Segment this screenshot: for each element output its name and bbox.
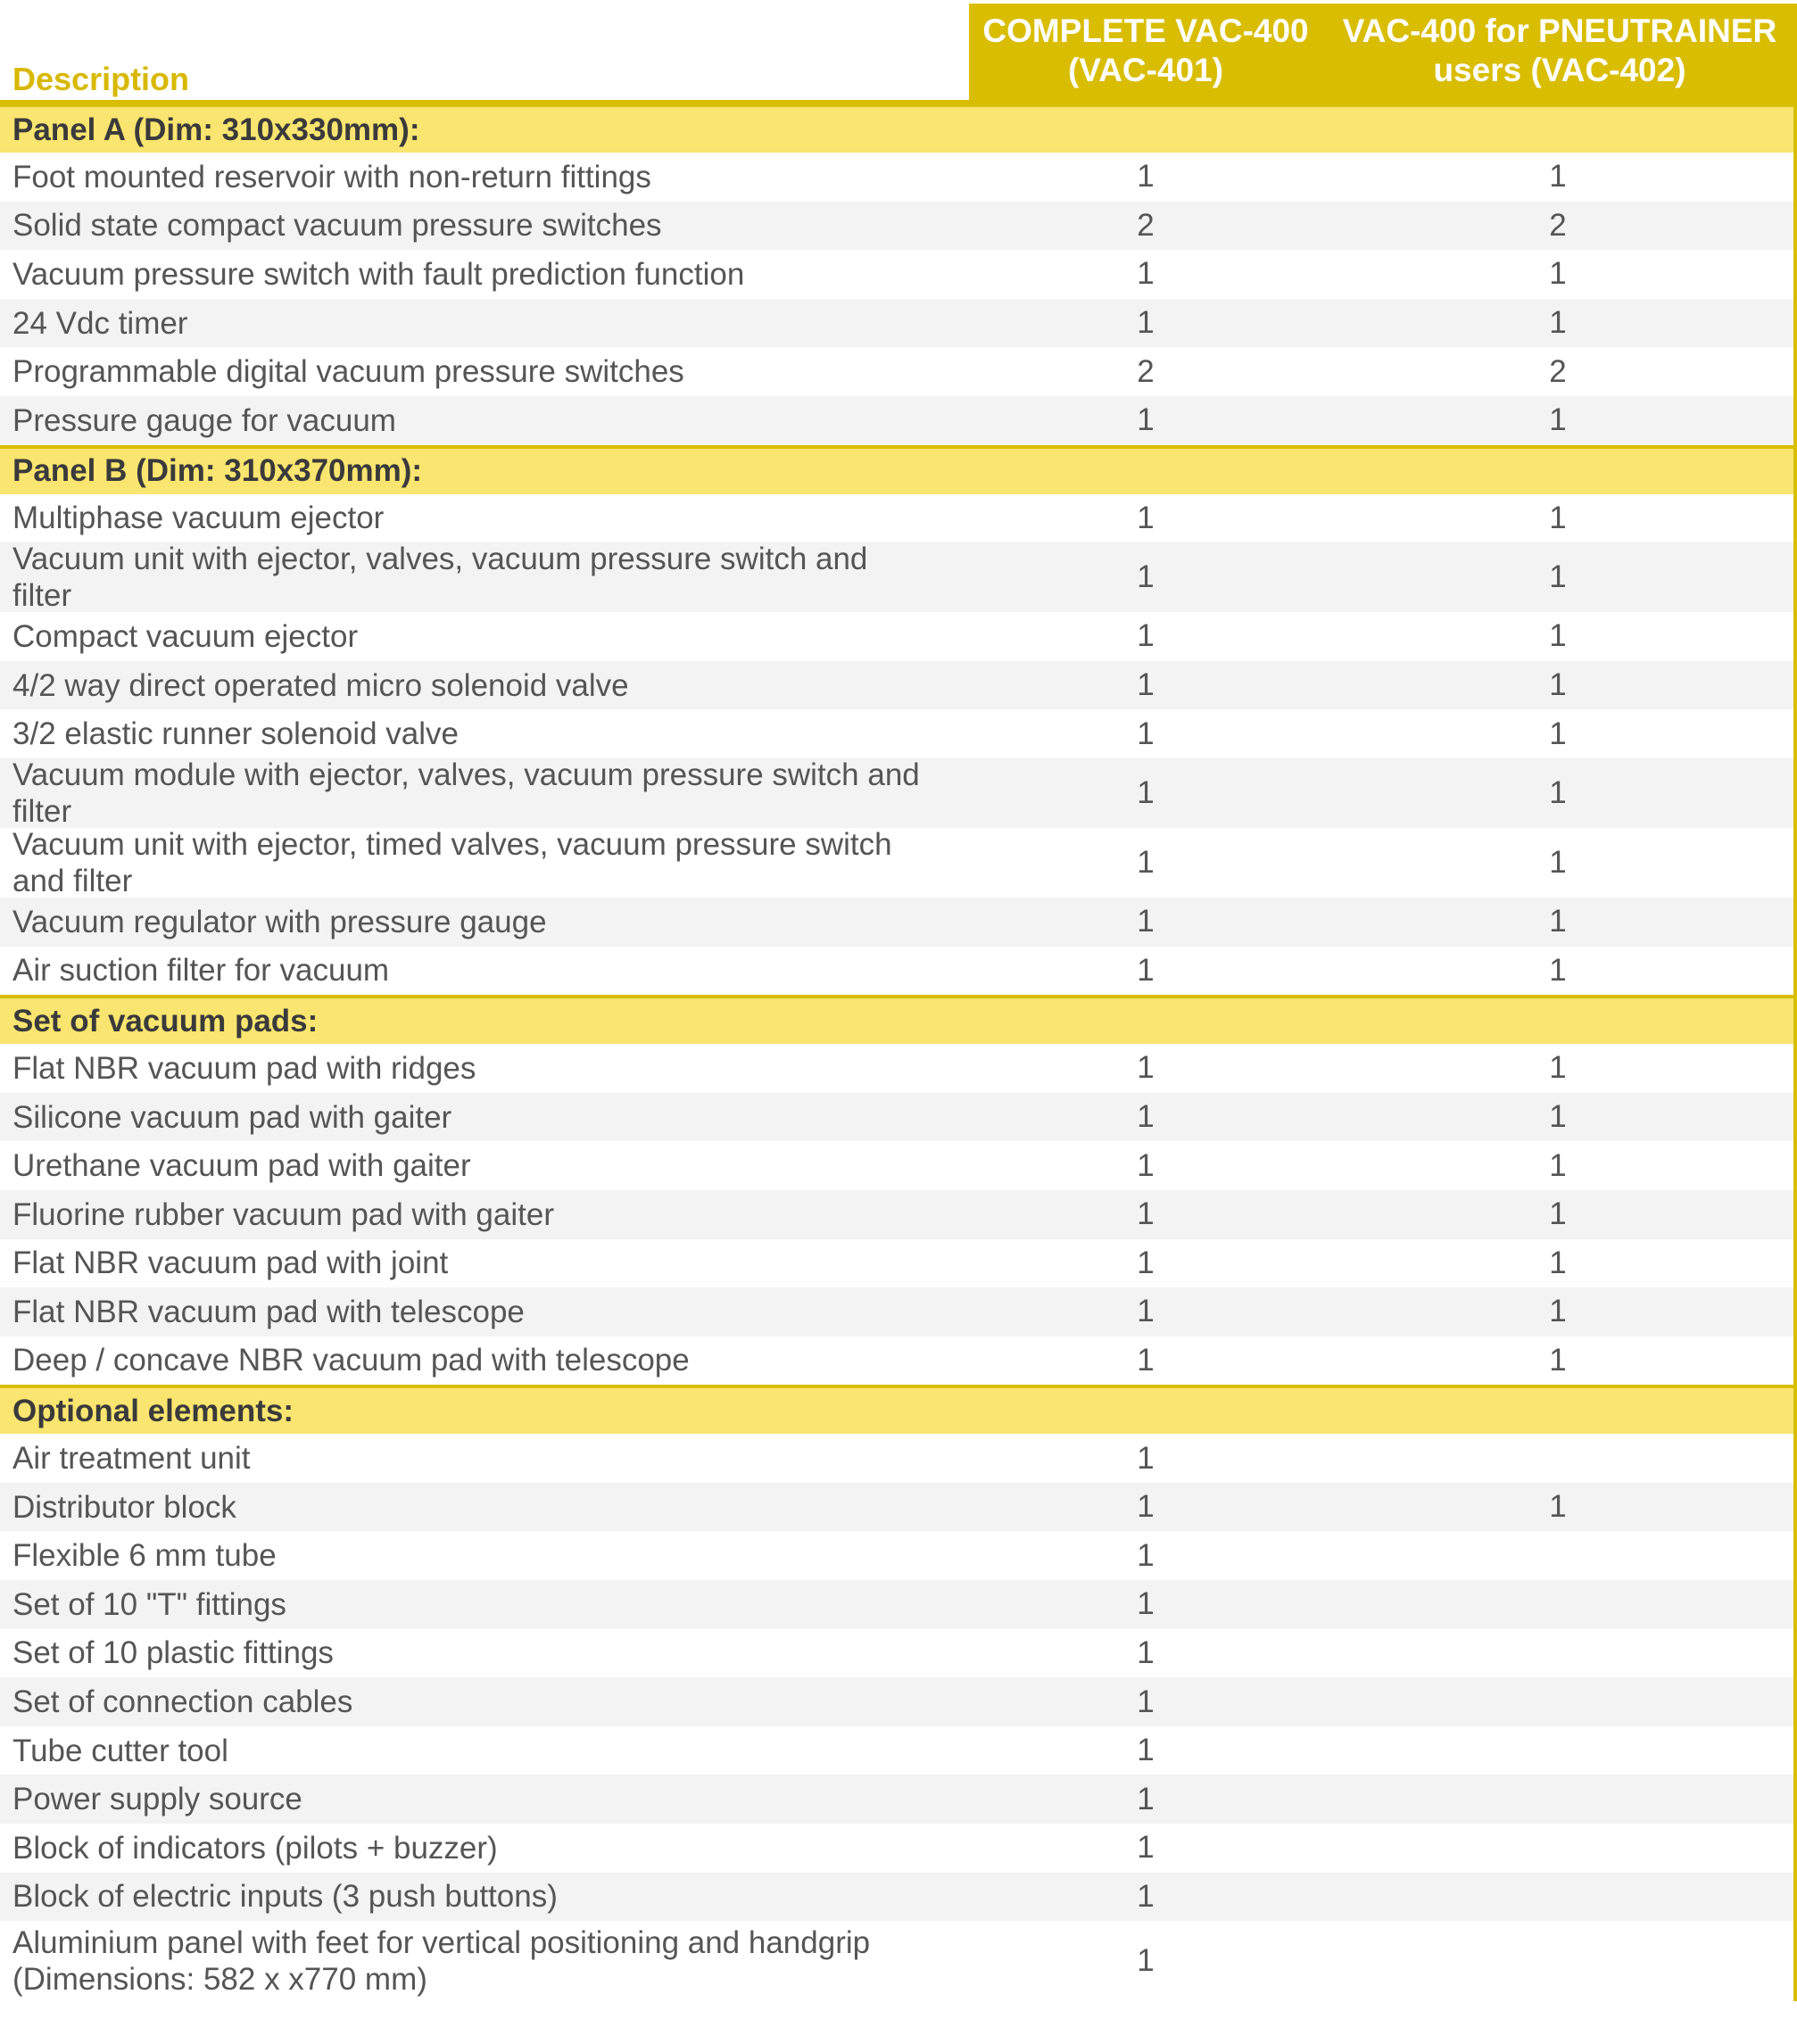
row-qty-vac-401: 1 bbox=[1137, 844, 1155, 880]
row-description: Vacuum regulator with pressure gauge bbox=[12, 904, 547, 939]
row-qty-vac-401: 2 bbox=[1137, 353, 1155, 389]
table-header bbox=[0, 0, 1797, 103]
row-description: Flat NBR vacuum pad with telescope bbox=[12, 1294, 525, 1329]
table-row bbox=[0, 1629, 1793, 1678]
table-row bbox=[0, 709, 1793, 758]
row-qty-vac-402: 1 bbox=[1549, 305, 1567, 341]
row-qty-vac-402: 1 bbox=[1549, 1147, 1567, 1183]
row-qty-vac-401: 1 bbox=[1137, 1878, 1155, 1914]
row-qty-vac-402: 1 bbox=[1549, 1245, 1567, 1280]
row-qty-vac-401: 1 bbox=[1137, 1342, 1155, 1378]
row-qty-vac-402: 1 bbox=[1549, 844, 1567, 880]
table-row bbox=[0, 347, 1793, 396]
table-row bbox=[0, 1336, 1793, 1386]
row-qty-vac-401: 1 bbox=[1137, 667, 1155, 703]
table-row bbox=[0, 947, 1793, 996]
table-row bbox=[0, 1483, 1793, 1532]
table-row bbox=[0, 1873, 1793, 1922]
row-qty-vac-402: 1 bbox=[1549, 667, 1567, 703]
section-header: Panel B (Dim: 310x370mm): bbox=[0, 445, 1793, 494]
row-qty-vac-402: 1 bbox=[1549, 256, 1567, 292]
row-description: Programmable digital vacuum pressure switches bbox=[12, 354, 684, 390]
row-qty-vac-401: 1 bbox=[1137, 402, 1155, 438]
row-description: 24 Vdc timer bbox=[12, 305, 188, 341]
row-qty-vac-401: 2 bbox=[1137, 207, 1155, 243]
column-header-vac-401: COMPLETE VAC-400 (VAC-401) bbox=[969, 4, 1322, 103]
table-row bbox=[0, 898, 1793, 947]
table-row bbox=[0, 1434, 1793, 1483]
row-qty-vac-401: 1 bbox=[1137, 1245, 1155, 1280]
row-description: Power supply source bbox=[12, 1782, 302, 1817]
row-qty-vac-401: 1 bbox=[1137, 1196, 1155, 1232]
row-qty-vac-402: 1 bbox=[1549, 952, 1567, 988]
row-qty-vac-402: 1 bbox=[1549, 618, 1567, 654]
row-description: Block of indicators (pilots + buzzer) bbox=[12, 1830, 498, 1866]
row-description: Tube cutter tool bbox=[12, 1733, 228, 1768]
table-row bbox=[0, 1531, 1793, 1580]
row-qty-vac-401: 1 bbox=[1137, 256, 1155, 292]
row-description: Distributor block bbox=[12, 1489, 236, 1525]
table-row bbox=[0, 396, 1793, 445]
row-qty-vac-401: 1 bbox=[1137, 774, 1155, 810]
row-description: Flexible 6 mm tube bbox=[12, 1538, 277, 1574]
table-row bbox=[0, 1287, 1793, 1336]
column-header-description: Description bbox=[12, 61, 190, 97]
row-description: Solid state compact vacuum pressure switches bbox=[12, 208, 662, 244]
table-row bbox=[0, 758, 1793, 828]
row-description: Vacuum module with ejector, valves, vacuum pressure switch and filter bbox=[12, 757, 920, 829]
table-row bbox=[0, 299, 1793, 348]
table-row bbox=[0, 1239, 1793, 1288]
row-qty-vac-401: 1 bbox=[1137, 500, 1155, 535]
row-qty-vac-401: 1 bbox=[1137, 305, 1155, 341]
row-description: Flat NBR vacuum pad with joint bbox=[12, 1245, 449, 1281]
row-description: Compact vacuum ejector bbox=[12, 618, 359, 654]
table-row bbox=[0, 1726, 1793, 1775]
table-row bbox=[0, 1824, 1793, 1873]
table-row bbox=[0, 1921, 1793, 2001]
row-qty-vac-401: 1 bbox=[1137, 1586, 1155, 1622]
row-qty-vac-401: 1 bbox=[1137, 159, 1155, 194]
row-description: 3/2 elastic runner solenoid valve bbox=[12, 716, 460, 752]
row-description: Flat NBR vacuum pad with ridges bbox=[12, 1050, 476, 1086]
row-qty-vac-401: 1 bbox=[1137, 1294, 1155, 1329]
table-row bbox=[0, 661, 1793, 710]
row-qty-vac-402: 1 bbox=[1549, 1489, 1567, 1525]
row-qty-vac-401: 1 bbox=[1137, 618, 1155, 654]
row-qty-vac-402: 1 bbox=[1549, 716, 1567, 751]
row-description: Fluorine rubber vacuum pad with gaiter bbox=[12, 1196, 554, 1232]
section-header: Optional elements: bbox=[0, 1385, 1793, 1434]
row-qty-vac-401: 1 bbox=[1137, 1440, 1155, 1476]
row-qty-vac-402: 1 bbox=[1549, 1099, 1567, 1135]
table-row bbox=[0, 202, 1793, 251]
table-row bbox=[0, 612, 1793, 661]
row-qty-vac-402: 1 bbox=[1549, 774, 1567, 810]
row-description: Deep / concave NBR vacuum pad with telescope bbox=[12, 1343, 690, 1378]
table-row bbox=[0, 1093, 1793, 1142]
row-qty-vac-401: 1 bbox=[1137, 1050, 1155, 1086]
section-header: Panel A (Dim: 310x330mm): bbox=[0, 103, 1793, 153]
table-row bbox=[0, 828, 1793, 898]
row-qty-vac-401: 1 bbox=[1137, 1943, 1155, 1979]
table-row bbox=[0, 494, 1793, 543]
row-description: Multiphase vacuum ejector bbox=[12, 501, 385, 536]
row-qty-vac-401: 1 bbox=[1137, 1099, 1155, 1135]
row-qty-vac-402: 1 bbox=[1549, 1342, 1567, 1378]
row-qty-vac-402: 1 bbox=[1549, 904, 1567, 939]
row-qty-vac-402: 1 bbox=[1549, 402, 1567, 438]
row-qty-vac-401: 1 bbox=[1137, 1733, 1155, 1768]
row-qty-vac-401: 1 bbox=[1137, 559, 1155, 595]
row-qty-vac-402: 1 bbox=[1549, 1050, 1567, 1086]
row-description: 4/2 way direct operated micro solenoid valve bbox=[12, 667, 629, 703]
table-body bbox=[0, 103, 1797, 2001]
row-qty-vac-401: 1 bbox=[1137, 1147, 1155, 1183]
row-qty-vac-401: 1 bbox=[1137, 1537, 1155, 1573]
row-description: Air treatment unit bbox=[12, 1441, 251, 1477]
row-qty-vac-401: 1 bbox=[1137, 952, 1155, 988]
row-qty-vac-402: 1 bbox=[1549, 500, 1567, 535]
row-description: Urethane vacuum pad with gaiter bbox=[12, 1148, 471, 1184]
row-description: Set of connection cables bbox=[12, 1684, 353, 1720]
section-header: Set of vacuum pads: bbox=[0, 995, 1793, 1044]
row-description: Vacuum unit with ejector, valves, vacuum pressure switch and filter bbox=[12, 542, 868, 614]
row-qty-vac-401: 1 bbox=[1137, 1830, 1155, 1866]
table-row bbox=[0, 1141, 1793, 1190]
table-row bbox=[0, 1580, 1793, 1629]
row-description: Block of electric inputs (3 push buttons) bbox=[12, 1879, 558, 1915]
table-row bbox=[0, 1677, 1793, 1726]
row-qty-vac-402: 2 bbox=[1549, 353, 1567, 389]
table-row bbox=[0, 1190, 1793, 1239]
row-description: Set of 10 "T" fittings bbox=[12, 1586, 286, 1622]
row-qty-vac-401: 1 bbox=[1137, 716, 1155, 751]
table-row bbox=[0, 250, 1793, 299]
row-qty-vac-402: 1 bbox=[1549, 159, 1567, 194]
row-description: Aluminium panel with feet for vertical positioning and handgrip (Dimensions: 582 x x770 mm) bbox=[12, 1925, 871, 1998]
row-qty-vac-402: 1 bbox=[1549, 559, 1567, 595]
row-qty-vac-401: 1 bbox=[1137, 1684, 1155, 1719]
row-description: Pressure gauge for vacuum bbox=[12, 402, 396, 438]
table-row bbox=[0, 1775, 1793, 1824]
row-qty-vac-401: 1 bbox=[1137, 904, 1155, 939]
column-header-vac-402: VAC-400 for PNEUTRAINER users (VAC-402) bbox=[1322, 4, 1797, 103]
row-qty-vac-401: 1 bbox=[1137, 1634, 1155, 1670]
row-description: Silicone vacuum pad with gaiter bbox=[12, 1099, 452, 1135]
row-description: Set of 10 plastic fittings bbox=[12, 1635, 334, 1671]
row-qty-vac-402: 1 bbox=[1549, 1294, 1567, 1329]
table-row bbox=[0, 153, 1793, 202]
row-description: Vacuum pressure switch with fault prediction function bbox=[12, 256, 745, 292]
row-qty-vac-402: 1 bbox=[1549, 1196, 1567, 1232]
table-row bbox=[0, 542, 1793, 612]
row-description: Air suction filter for vacuum bbox=[12, 953, 390, 989]
row-description: Foot mounted reservoir with non-return fittings bbox=[12, 159, 651, 194]
row-qty-vac-402: 2 bbox=[1549, 207, 1567, 243]
row-description: Vacuum unit with ejector, timed valves, vacuum pressure switch and filter bbox=[12, 826, 892, 898]
row-qty-vac-401: 1 bbox=[1137, 1489, 1155, 1525]
table-row bbox=[0, 1044, 1793, 1093]
row-qty-vac-401: 1 bbox=[1137, 1781, 1155, 1816]
